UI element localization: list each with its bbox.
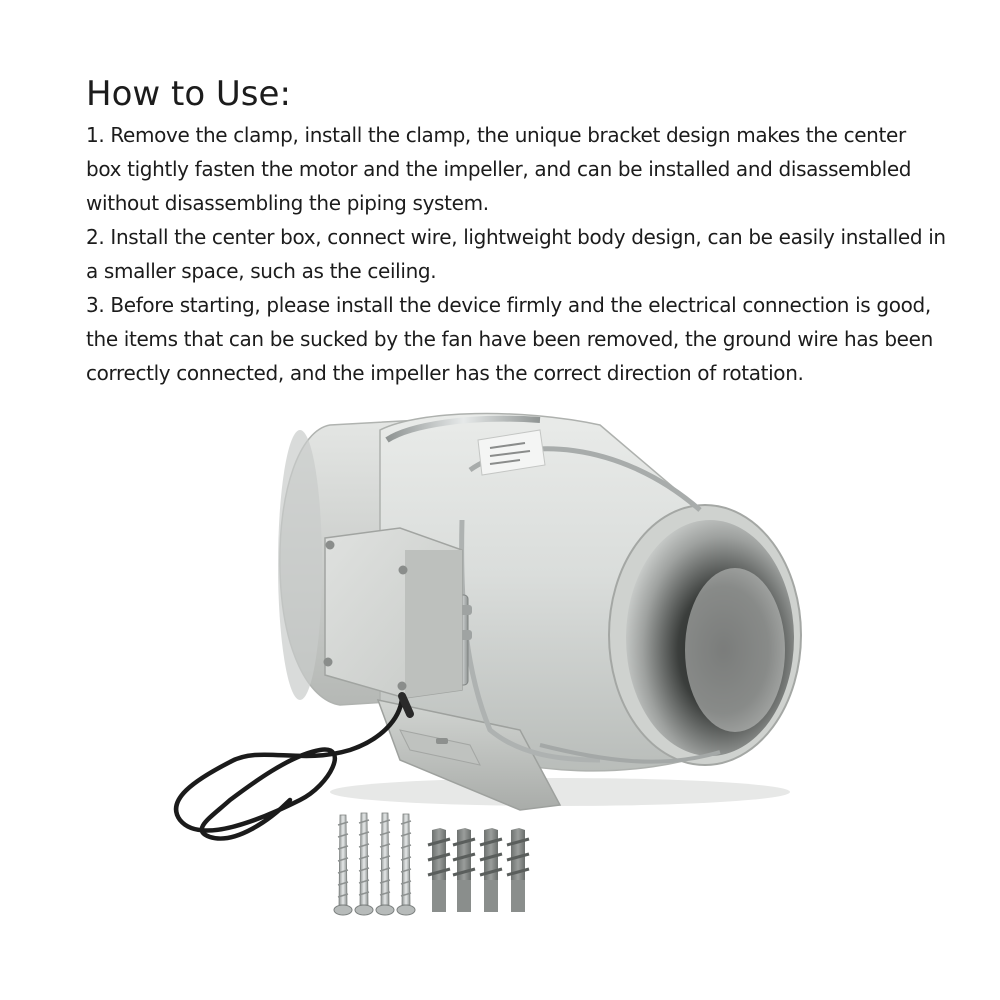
instructions-title: How to Use: — [86, 74, 291, 114]
instruction-step-1: 1. Remove the clamp, install the clamp, the unique bracket design makes the center box tightly fasten the motor and the impeller, and can be installed and disassembled without disassembling the piping system. — [86, 123, 912, 215]
junction-box-screw — [326, 541, 335, 550]
wall-anchor — [428, 828, 450, 912]
screw — [376, 813, 394, 915]
junction-box-screw — [398, 682, 407, 691]
junction-box-screw — [399, 566, 408, 575]
instruction-step-2: 2. Install the center box, connect wire, lightweight body design, can be easily installed in a smaller space, such as the ceiling. — [86, 225, 946, 283]
inline-duct-fan-photo — [0, 400, 1000, 1000]
power-cord — [176, 698, 402, 839]
screw — [355, 813, 373, 915]
screw — [334, 815, 352, 915]
wall-anchor — [480, 828, 502, 912]
wall-anchor — [507, 828, 529, 912]
mounting-screws — [334, 813, 415, 915]
wall-anchors — [428, 828, 529, 912]
fan-shadow — [330, 778, 790, 806]
fan-illustration — [0, 400, 1000, 1000]
how-to-use-section — [86, 70, 946, 390]
screw — [397, 814, 415, 915]
wall-anchor — [453, 828, 475, 912]
instruction-step-3: 3. Before starting, please install the device firmly and the electrical connection is good, the items that can be sucked by the fan have been removed, the ground wire has been correctly connected, and the impeller has the correct direction of rotation. — [86, 293, 933, 385]
junction-box-screw — [324, 658, 333, 667]
